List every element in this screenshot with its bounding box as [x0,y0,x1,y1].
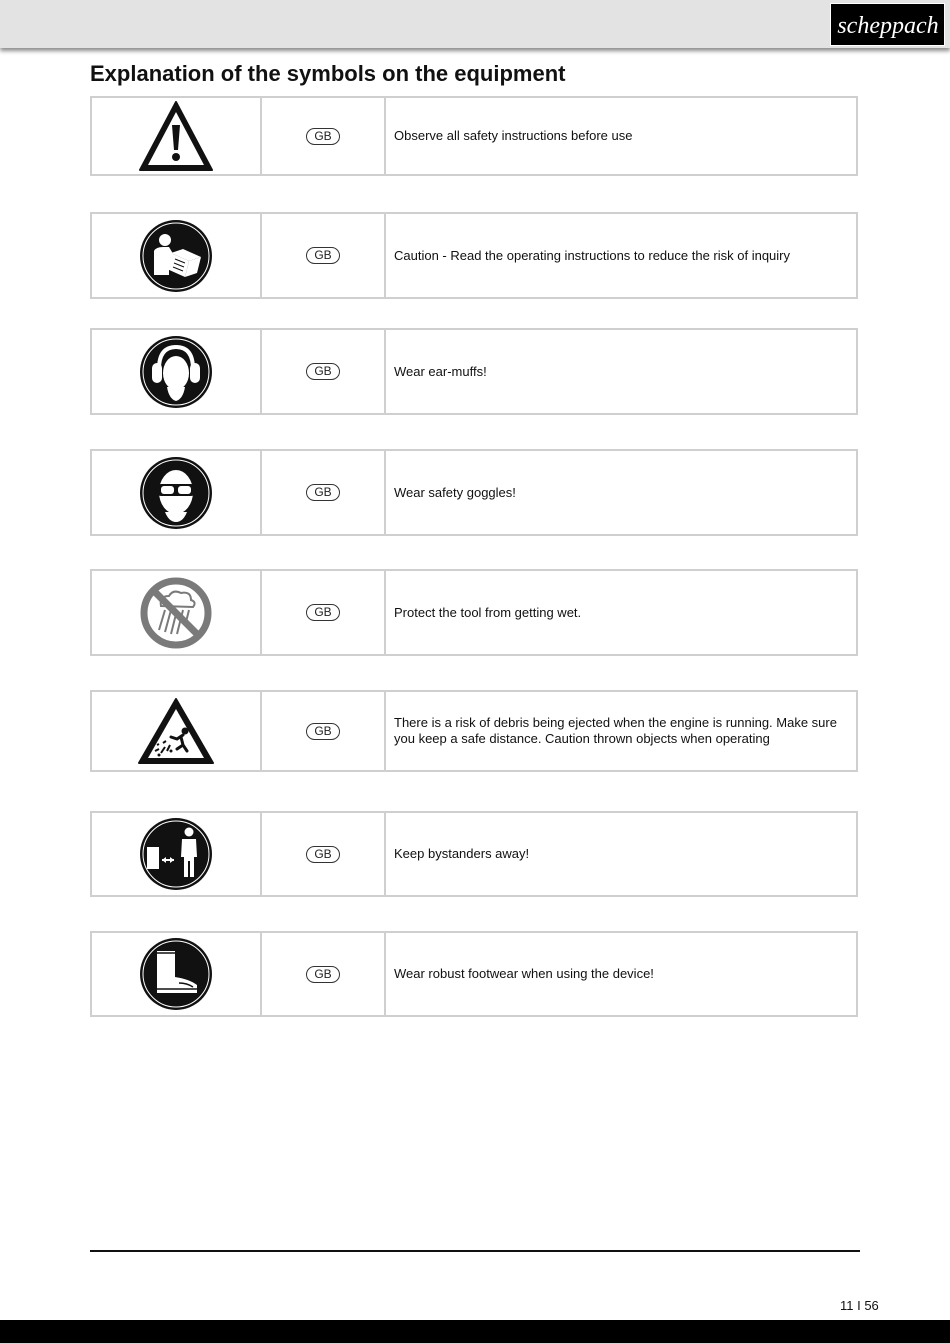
symbol-row-ear-muffs [90,328,858,415]
symbol-description: Keep bystanders away! [394,846,530,861]
symbol-row-safety-goggles [90,449,858,536]
symbol-row-robust-footwear [90,931,858,1017]
symbol-description: There is a risk of debris being ejected when the engine is running. Make sure you keep a safe distance. Caution thrown objects when operating [394,715,837,746]
page-title: Explanation of the symbols on the equipment [90,61,566,86]
bottom-band [0,1320,950,1343]
symbol-icon-cell [92,214,262,297]
brand-logo-text: scheppach [836,12,939,39]
symbol-description: Wear robust footwear when using the device! [394,966,654,981]
footer-rule [90,1250,860,1252]
thrown-objects-warning-icon [137,695,215,767]
language-cell [262,692,386,770]
symbol-row-protect-from-wet [90,569,858,656]
page-number: 11 I 56 [840,1298,879,1313]
symbol-row-safety-instructions [90,96,858,176]
language-badge: GB [306,966,339,983]
symbol-icon-cell [92,98,262,174]
symbol-description: Caution - Read the operating instructions to reduce the risk of inquiry [394,247,790,263]
no-rain-icon [139,576,213,650]
symbol-icon-cell [92,692,262,770]
language-cell [262,214,386,297]
language-badge: GB [306,723,339,740]
language-badge: GB [306,604,339,621]
header-band [0,0,950,48]
language-cell [262,933,386,1015]
symbol-icon-cell [92,813,262,895]
language-badge: GB [306,247,339,264]
language-cell [262,451,386,534]
language-cell [262,330,386,413]
safety-boots-icon [139,937,213,1011]
symbol-icon-cell [92,571,262,654]
keep-bystanders-away-icon [139,817,213,891]
read-manual-icon [139,219,213,293]
symbol-row-read-manual [90,212,858,299]
ear-muffs-icon [139,335,213,409]
language-badge: GB [306,846,339,863]
symbol-description: Observe all safety instructions before use [394,128,633,143]
language-cell [262,813,386,895]
safety-goggles-icon [139,456,213,530]
symbol-icon-cell [92,451,262,534]
language-badge: GB [306,363,339,380]
symbol-icon-cell [92,933,262,1015]
language-cell [262,571,386,654]
symbol-row-thrown-objects [90,690,858,772]
general-warning-triangle-icon [138,98,214,174]
symbol-description: Wear ear-muffs! [394,363,487,379]
symbol-description: Protect the tool from getting wet. [394,604,582,620]
brand-logo [830,3,945,46]
language-cell [262,98,386,174]
language-badge: GB [306,128,339,145]
symbol-icon-cell [92,330,262,413]
symbol-row-keep-bystanders-away [90,811,858,897]
symbol-description: Wear safety goggles! [394,484,516,500]
language-badge: GB [306,484,339,501]
